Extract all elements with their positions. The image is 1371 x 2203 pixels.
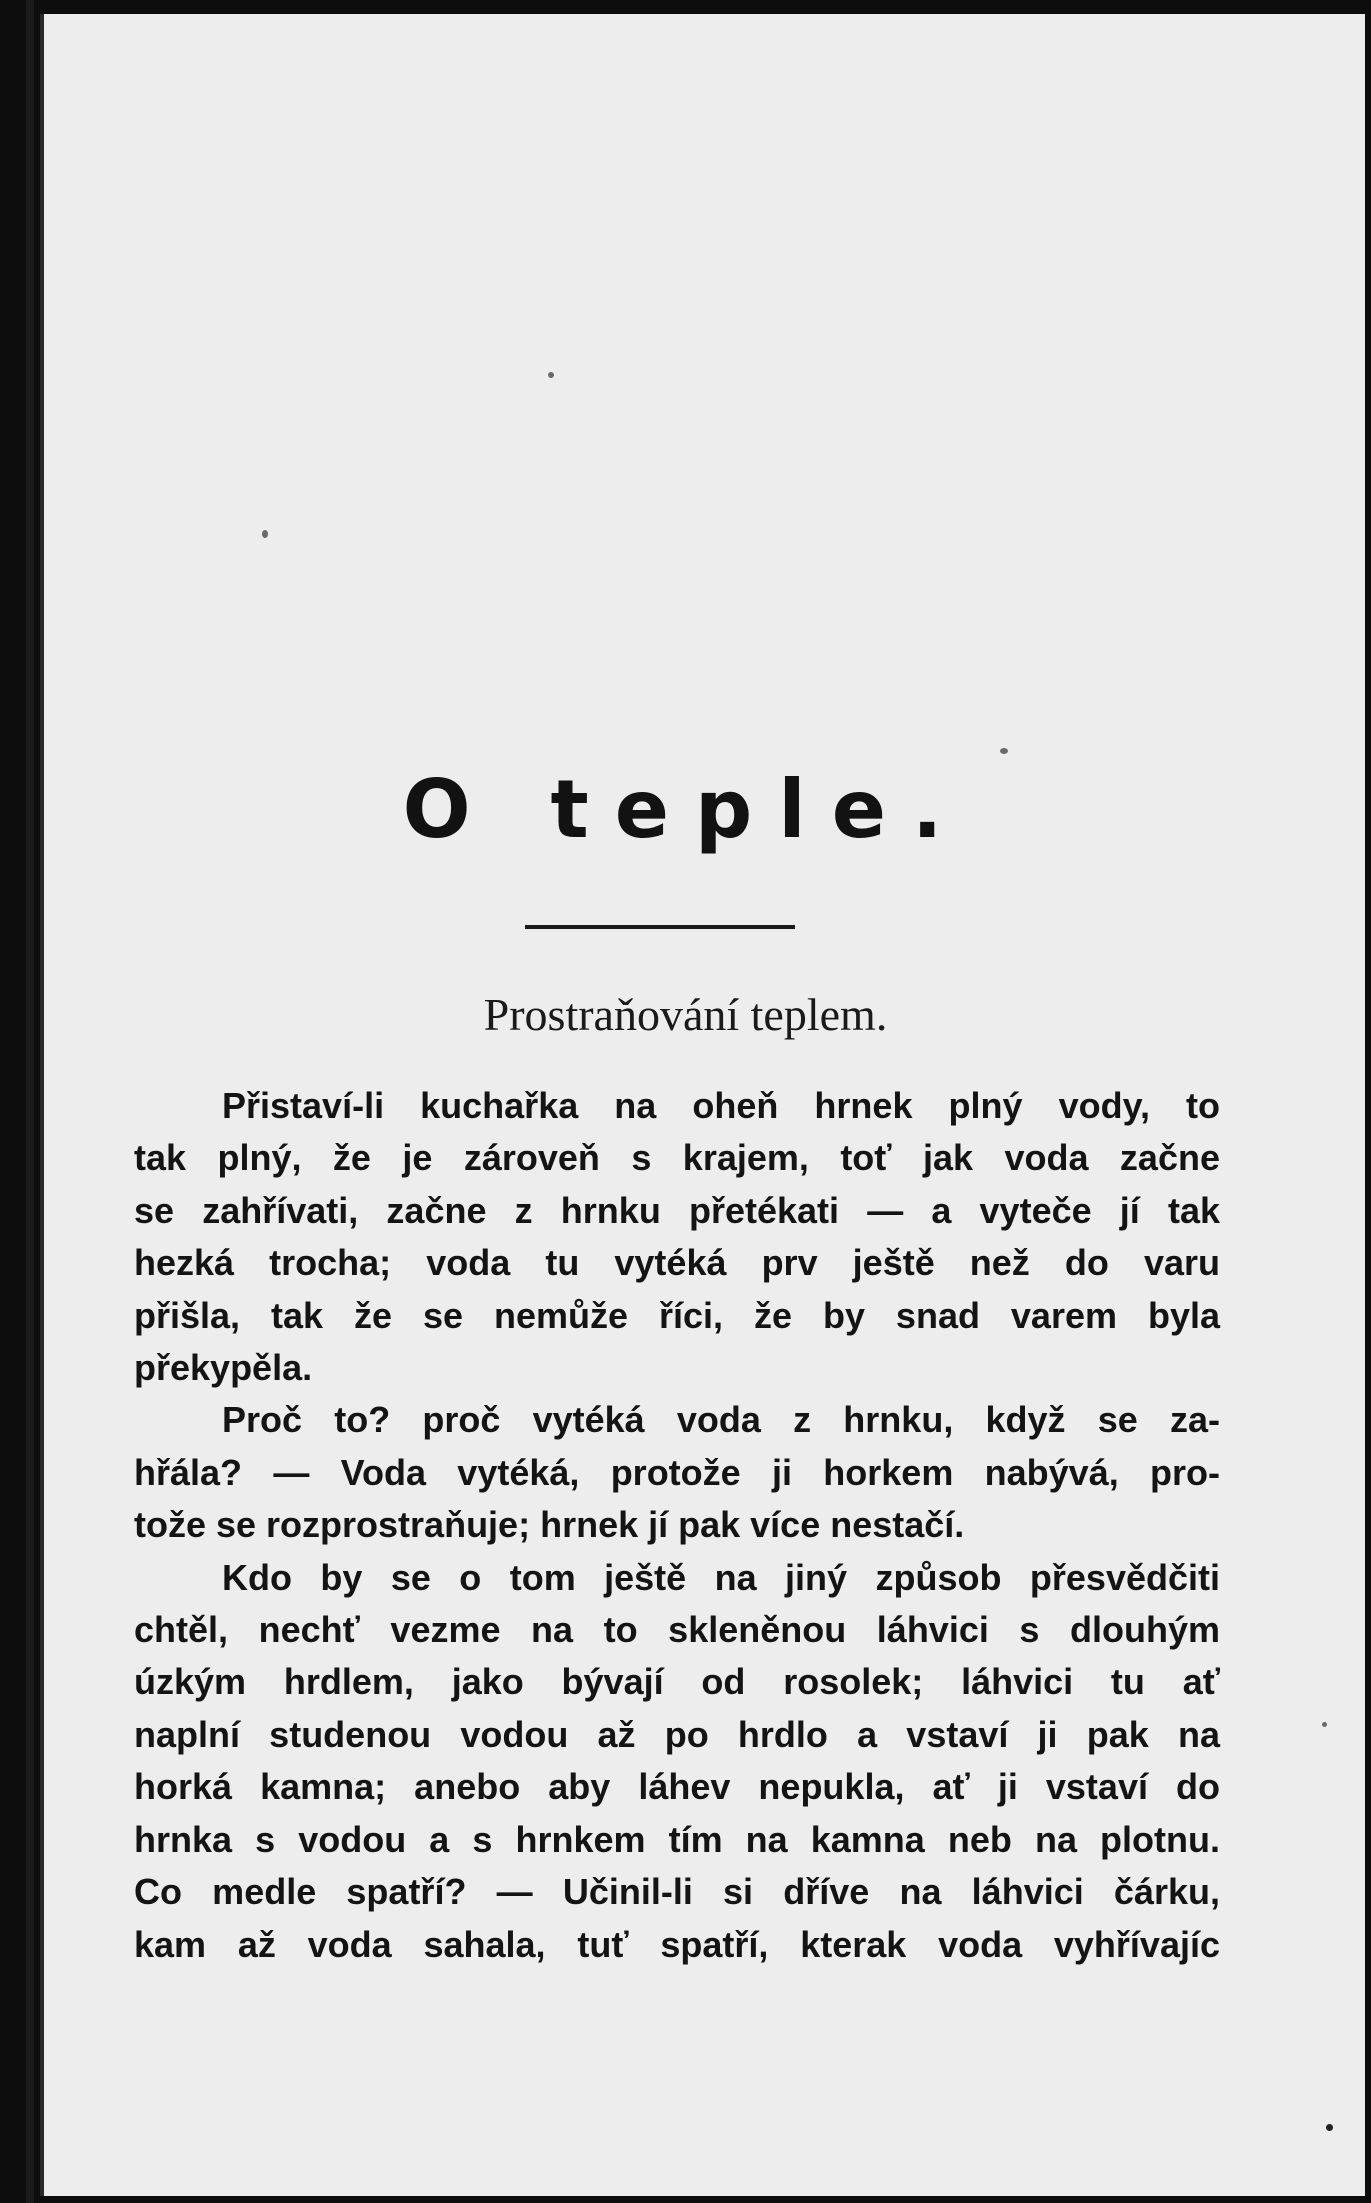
text-line: hezká trocha; voda tu vytéká prv ještě než do varu — [134, 1242, 1220, 1284]
page-title: O teple. — [402, 763, 969, 856]
text-line: chtěl, nechť vezme na to skleněnou láhvici s dlouhým — [134, 1609, 1220, 1651]
paragraph-3 — [134, 1552, 1220, 1971]
text-line: Kdo by se o tom ještě na jiný způsob přesvědčiti — [222, 1556, 1220, 1598]
paper-speck — [262, 530, 268, 538]
binding-edge — [26, 0, 34, 2203]
paper-speck — [1326, 2124, 1333, 2131]
text-line: hrnka s vodou a s hrnkem tím na kamna neb na plotnu. — [134, 1818, 1220, 1860]
body-text — [134, 1080, 1220, 1971]
text-line: hřála? — Voda vytéká, protože ji horkem nabývá, pro- — [134, 1451, 1220, 1493]
text-line: horká kamna; anebo aby láhev nepukla, ať ji vstaví do — [134, 1766, 1220, 1808]
text-line: tože se rozprostraňuje; hrnek jí pak více nestačí. — [134, 1504, 965, 1546]
text-line: naplní studenou vodou až po hrdlo a vstaví ji pak na — [134, 1713, 1220, 1755]
text-line: tak plný, že je zároveň s krajem, toť jak voda začne — [134, 1137, 1220, 1179]
text-line: Přistaví-li kuchařka na oheň hrnek plný vody, to — [222, 1085, 1220, 1126]
section-heading: Prostraňování teplem. — [483, 989, 888, 1040]
text-line: přišla, tak že se nemůže říci, že by snad varem byla — [134, 1294, 1220, 1336]
text-line: Proč to? proč vytéká voda z hrnku, když se za- — [222, 1399, 1220, 1441]
paper-speck — [548, 372, 554, 378]
text-line: Co medle spatří? — Učinil-li si dříve na láhvici čárku, — [134, 1871, 1220, 1913]
paper-speck — [1000, 748, 1008, 754]
paragraph-1 — [134, 1080, 1220, 1394]
paragraph-2 — [134, 1394, 1220, 1551]
text-line: úzkým hrdlem, jako bývají od rosolek; láhvici tu ať — [134, 1661, 1220, 1703]
text-line: kam až voda sahala, tuť spatří, kterak voda vyhřívajíc — [134, 1923, 1220, 1965]
text-line: překypěla. — [134, 1347, 313, 1389]
title-divider — [525, 925, 795, 929]
text-line: se zahřívati, začne z hrnku přetékati — a vyteče jí tak — [134, 1189, 1220, 1231]
paper-speck — [1322, 1722, 1327, 1727]
